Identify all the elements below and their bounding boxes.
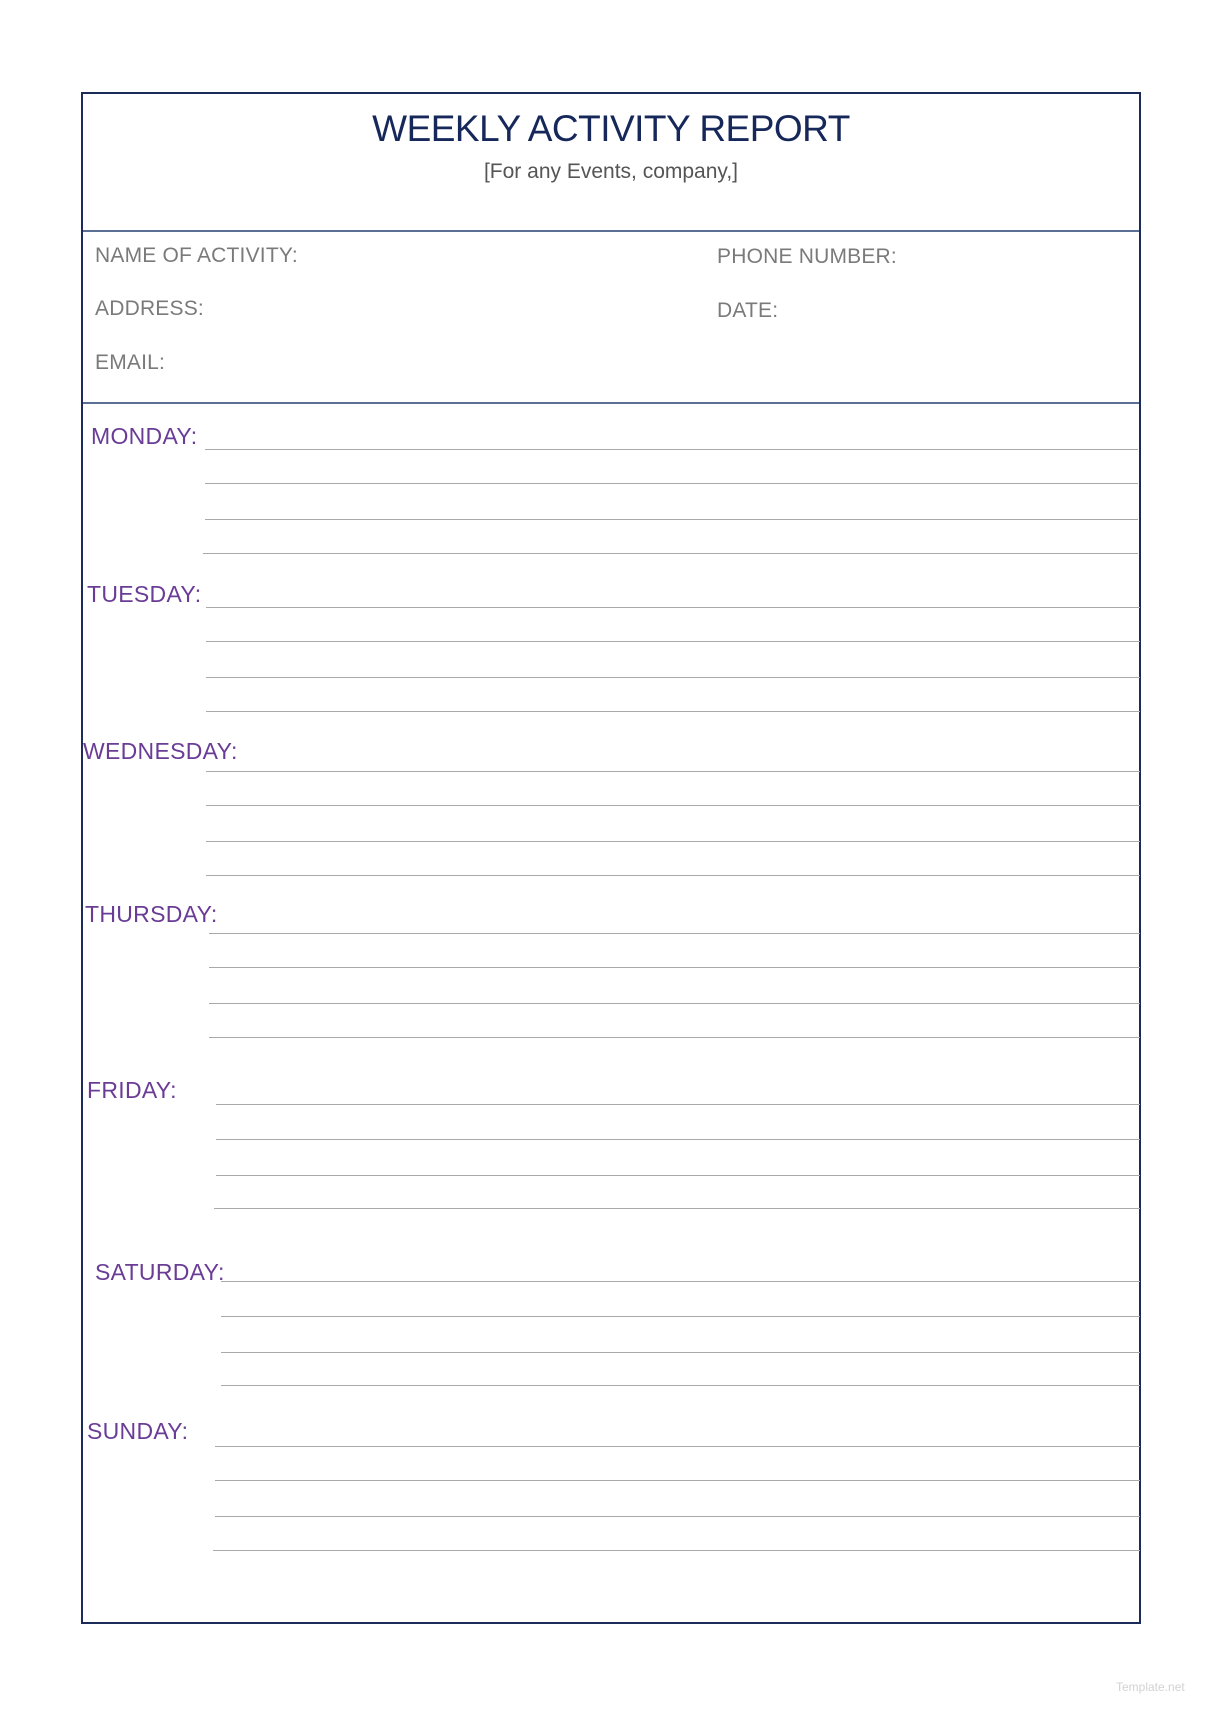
line-monday-4[interactable]	[203, 553, 1138, 554]
day-label-saturday: SATURDAY:	[95, 1259, 225, 1285]
line-wednesday-4[interactable]	[206, 875, 1140, 876]
line-friday-4[interactable]	[214, 1208, 1140, 1209]
line-friday-1[interactable]	[216, 1104, 1140, 1105]
address-label: ADDRESS:	[95, 297, 204, 320]
line-sunday-1[interactable]	[215, 1446, 1140, 1447]
line-thursday-2[interactable]	[209, 967, 1140, 968]
line-wednesday-1[interactable]	[206, 771, 1140, 772]
line-saturday-3[interactable]	[221, 1352, 1140, 1353]
day-label-thursday: THURSDAY:	[85, 901, 218, 927]
date-label: DATE:	[717, 299, 779, 322]
line-saturday-1[interactable]	[221, 1281, 1140, 1282]
line-friday-3[interactable]	[216, 1175, 1140, 1176]
line-monday-1[interactable]	[205, 449, 1138, 450]
line-thursday-3[interactable]	[209, 1003, 1140, 1004]
line-sunday-2[interactable]	[215, 1480, 1140, 1481]
line-saturday-4[interactable]	[221, 1385, 1140, 1386]
day-label-sunday: SUNDAY:	[87, 1418, 189, 1444]
line-tuesday-1[interactable]	[206, 607, 1140, 608]
line-tuesday-2[interactable]	[206, 641, 1140, 642]
phone-number-label: PHONE NUMBER:	[717, 245, 897, 268]
report-subtitle: [For any Events, company,]	[483, 160, 739, 183]
header-divider	[83, 230, 1139, 232]
report-frame	[81, 92, 1141, 1624]
line-sunday-4[interactable]	[213, 1550, 1140, 1551]
info-divider	[83, 402, 1139, 404]
watermark: Template.net	[1116, 1680, 1185, 1694]
name-of-activity-label: NAME OF ACTIVITY:	[95, 244, 298, 267]
line-thursday-1[interactable]	[209, 933, 1140, 934]
line-saturday-2[interactable]	[221, 1316, 1140, 1317]
line-wednesday-2[interactable]	[206, 805, 1140, 806]
day-label-friday: FRIDAY:	[87, 1077, 177, 1103]
day-label-wednesday: WEDNESDAY:	[83, 738, 238, 764]
line-sunday-3[interactable]	[215, 1516, 1140, 1517]
line-monday-3[interactable]	[205, 519, 1138, 520]
line-thursday-4[interactable]	[209, 1037, 1140, 1038]
line-wednesday-3[interactable]	[206, 841, 1140, 842]
line-friday-2[interactable]	[216, 1139, 1140, 1140]
email-label: EMAIL:	[95, 351, 166, 374]
report-title: WEEKLY ACTIVITY REPORT	[372, 108, 850, 149]
day-label-monday: MONDAY:	[91, 423, 198, 449]
line-tuesday-4[interactable]	[206, 711, 1140, 712]
line-tuesday-3[interactable]	[206, 677, 1140, 678]
line-monday-2[interactable]	[205, 483, 1138, 484]
day-label-tuesday: TUESDAY:	[87, 581, 202, 607]
